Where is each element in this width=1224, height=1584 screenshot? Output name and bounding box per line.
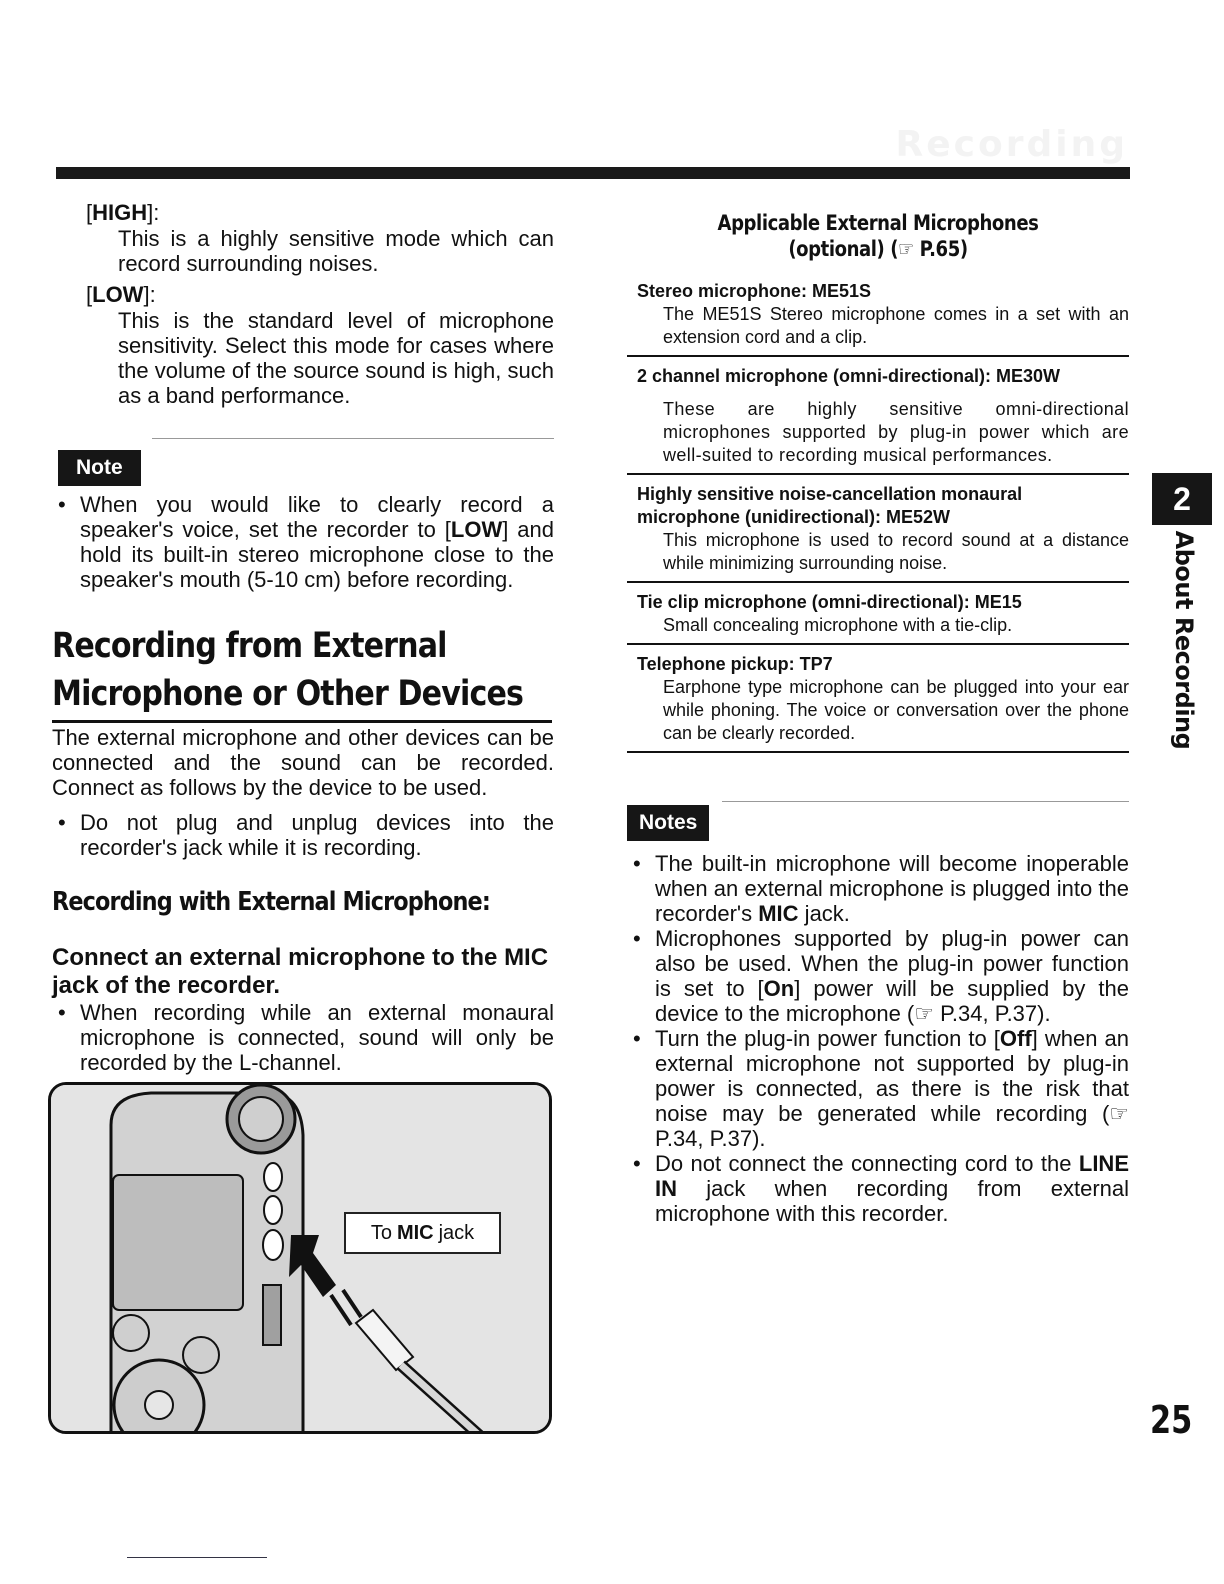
mic-description: This microphone is used to record sound at a distance while minimizing surrounding noise. xyxy=(663,530,1129,573)
notes-bullet: • Turn the plug-in power function to [Off] when an external microphone not supported by plug-in power is connected, as there is the risk that noise may be generated while recording (☞ P.34, P.37). xyxy=(627,1026,1129,1151)
notes-badge: Notes xyxy=(627,805,709,841)
high-option-description: This is a highly sensitive mode which can record surrounding noises. xyxy=(118,226,554,276)
chapter-title-vertical: About Recording xyxy=(1170,530,1198,750)
notes-header xyxy=(627,801,1129,839)
section-title-line2: Microphone or Other Devices xyxy=(52,674,524,714)
recorder-illustration xyxy=(48,1082,552,1434)
section-title-underline xyxy=(52,720,552,723)
notes-bullet: • Microphones supported by plug-in power can also be used. When the plug-in power function is set to [On] power will be supplied by the device to the microphone (☞ P.34, P.37). xyxy=(627,926,1129,1026)
mic-jack-callout: To MIC jack xyxy=(344,1212,501,1254)
mic-item xyxy=(627,645,1129,753)
high-option-label: [HIGH]: xyxy=(86,200,160,225)
chapter-number-tab: 2 xyxy=(1152,473,1212,525)
mic-name: 2 channel microphone (omni-directional): ME30W xyxy=(637,366,1061,386)
section-bullet: • Do not plug and unplug devices into the recorder's jack while it is recording. xyxy=(52,810,554,860)
step-heading: Connect an external microphone to the MIC jack of the recorder. xyxy=(52,944,549,999)
notes-divider xyxy=(722,801,1129,802)
low-option-label: [LOW]: xyxy=(86,282,156,307)
mic-name: Telephone pickup: TP7 xyxy=(637,654,833,674)
note-bullet: • When you would like to clearly record a speaker's voice, set the recorder to [LOW] and hold its built-in stereo microphone close to the speaker's mouth (5-10 cm) before recording. xyxy=(52,492,554,592)
mic-item xyxy=(627,357,1129,475)
mics-title-line2: (optional) (☞ P.65) xyxy=(788,237,968,261)
mic-description: Earphone type microphone can be plugged into your ear while phoning. The voice or conversation over the phone can be clearly recorded. xyxy=(663,677,1129,743)
mic-description: Small concealing microphone with a tie-clip. xyxy=(663,615,1013,635)
mic-item xyxy=(627,280,1129,357)
mics-title-line1: Applicable External Microphones xyxy=(717,211,1039,235)
note-divider xyxy=(152,438,554,439)
mic-name: Highly sensitive noise-cancellation monaural microphone (unidirectional): ME52W xyxy=(637,484,1023,527)
mic-description: These are highly sensitive omni-directional microphones supported by plug-in power which are well-suited to recording musical performances. xyxy=(663,399,1129,465)
recorder-drawing xyxy=(51,1085,552,1434)
page-number: 25 xyxy=(1150,1398,1193,1442)
left-column xyxy=(52,200,554,1075)
mic-item xyxy=(627,583,1129,645)
header-section-title: Recording xyxy=(895,124,1128,165)
header-bar xyxy=(56,167,1130,179)
notes-bullet: • The built-in microphone will become inoperable when an external microphone is plugged into the recorder's MIC jack. xyxy=(627,851,1129,926)
mic-name: Tie clip microphone (omni-directional): ME15 xyxy=(637,592,1022,612)
right-column xyxy=(627,210,1129,1226)
mic-name: Stereo microphone: ME51S xyxy=(637,281,872,301)
note-badge: Note xyxy=(58,450,141,486)
section-title-line1: Recording from External xyxy=(52,626,447,666)
footer-rule xyxy=(127,1557,267,1558)
notes-bullet: • Do not connect the connecting cord to the LINE IN jack when recording from external microphone with this recorder. xyxy=(627,1151,1129,1226)
section-intro: The external microphone and other devices can be connected and the sound can be recorded. Connect as follows by the device to be used. xyxy=(52,725,554,800)
low-option-description: This is the standard level of microphone sensitivity. Select this mode for cases where the volume of the source sound is high, such as a band performance. xyxy=(118,308,554,408)
mic-item xyxy=(627,475,1129,583)
subsection-title: Recording with External Microphone: xyxy=(52,887,490,917)
note-header xyxy=(52,438,554,479)
step-bullet: • When recording while an external monaural microphone is connected, sound will only be recorded by the L-channel. xyxy=(52,1000,554,1075)
mic-description: The ME51S Stereo microphone comes in a set with an extension cord and a clip. xyxy=(663,304,1129,347)
